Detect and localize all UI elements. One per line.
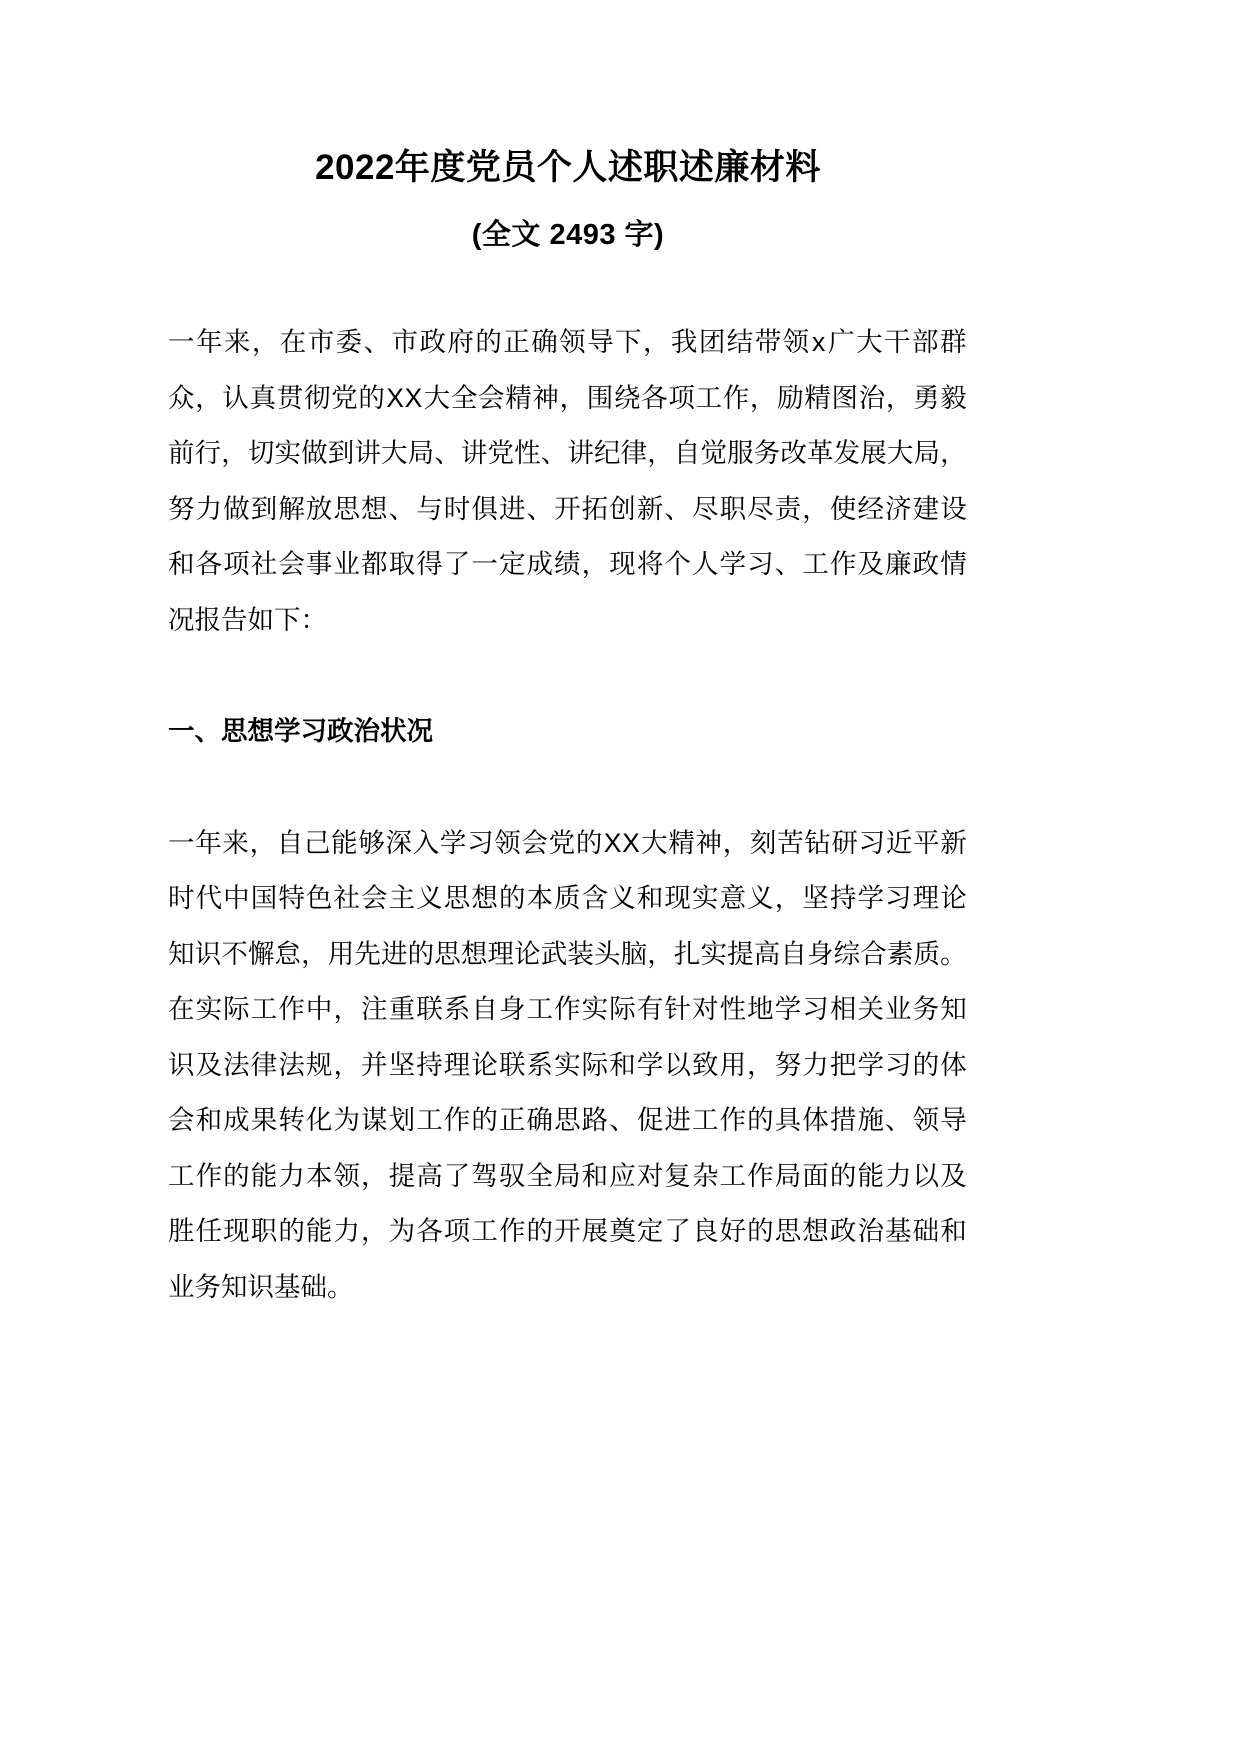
text-line: 业务知识基础。 <box>168 1271 354 1302</box>
text-line: 前 行 ， 切 实 做 到 讲 大 局 、 讲 党 性 、 讲 纪 律 ， 自 觉 服 务 改 革 发 展 大 局 ， <box>168 438 967 468</box>
text-line: 努 力 做 到 解 放 思 想 、 与 时 俱 进 、 开 拓 创 新 、 尽 职 尽 责 ， 使 经 济 建 设 <box>168 493 967 524</box>
text-line: 知 识 不 懈 怠 ， 用 先 进 的 思 想 理 论 武 装 头 脑 ， 扎 实 提 高 自 身 综 合 素 质 。 <box>168 938 967 969</box>
text-line: 工 作 的 能 力 本 领 ， 提 高 了 驾 驭 全 局 和 应 对 复 杂 工 作 局 面 的 能 力 以 及 <box>168 1160 967 1191</box>
document-subtitle-word-count: (全文 2493 字) <box>471 218 665 251</box>
section-heading-1: 一、思想学习政治状况 <box>168 716 433 746</box>
text-line: 众 ， 认 真 贯 彻 党 的 X X 大 全 会 精 神 ， 围 绕 各 项 工 作 ， 励 精 图 治 ， 勇 毅 <box>168 382 967 413</box>
document-title: 2022年度党员个人述职述廉材料 <box>315 148 821 187</box>
text-line: 况报告如下： <box>168 604 327 635</box>
text-line: 胜 任 现 职 的 能 力 ， 为 各 项 工 作 的 开 展 奠 定 了 良 好 的 思 想 政 治 基 础 和 <box>168 1216 967 1246</box>
document-content <box>168 0 968 1315</box>
paragraph-intro <box>168 253 968 648</box>
text-line: 一 年 来 ， 自 己 能 够 深 入 学 习 领 会 党 的 X X 大 精 神 ， 刻 苦 钻 研 习 近 平 新 <box>168 827 967 858</box>
paragraph-section-1 <box>168 760 968 1316</box>
text-line: 在 实 际 工 作 中 ， 注 重 联 系 自 身 工 作 实 际 有 针 对 性 地 学 习 相 关 业 务 知 <box>168 994 967 1024</box>
text-line: 时 代 中 国 特 色 社 会 主 义 思 想 的 本 质 含 义 和 现 实 意 义 ， 坚 持 学 习 理 论 <box>168 883 967 913</box>
text-line: 识 及 法 律 法 规 ， 并 坚 持 理 论 联 系 实 际 和 学 以 致 用 ， 努 力 把 学 习 的 体 <box>168 1049 967 1080</box>
text-line: 会 和 成 果 转 化 为 谋 划 工 作 的 正 确 思 路 、 促 进 工 作 的 具 体 措 施 、 领 导 <box>168 1105 967 1135</box>
text-line: 一 年 来 ， 在 市 委 、 市 政 府 的 正 确 领 导 下 ， 我 团 结 带 领 x 广 大 干 部 群 <box>168 327 967 357</box>
text-line: 和 各 项 社 会 事 业 都 取 得 了 一 定 成 绩 ， 现 将 个 人 学 习 、 工 作 及 廉 政 情 <box>168 549 967 579</box>
